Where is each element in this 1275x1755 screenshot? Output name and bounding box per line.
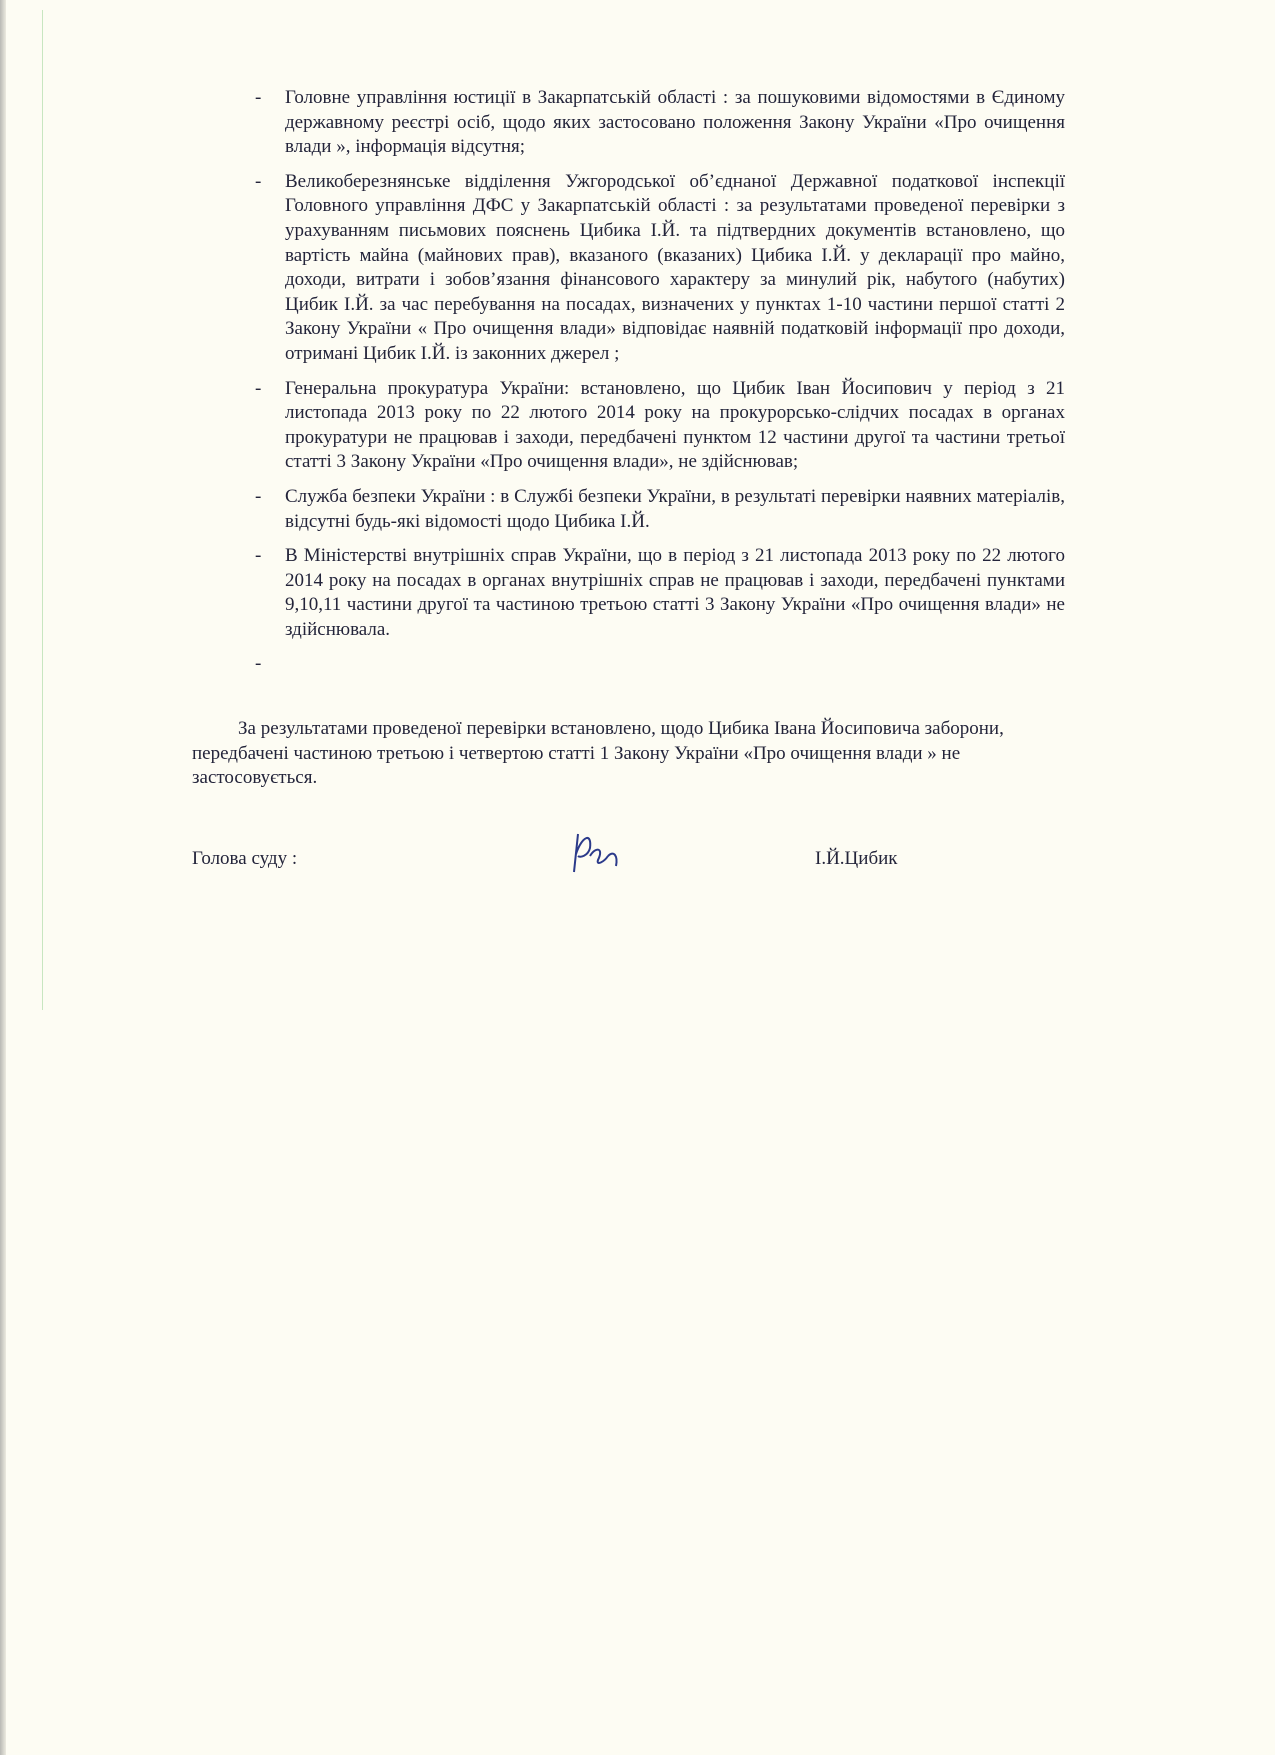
list-item: - Головне управління юстиції в Закарпатській області : за пошуковими відомостями в Єдиному державному реєстрі осіб, щодо яких застосовано положення Закону України «Про очищення влади », інформація відсутня;	[255, 87, 1065, 158]
list-item: - Генеральна прокуратура України: встановлено, що Цибик Іван Йосипович у період з 21 листопада 2013 року по 22 лютого 2014 року на прокурорсько-слідчих посадах в органах прокуратури не працював і заходи, передбачені пунктом 12 частини другої та частини третьої статті 3 Закону України «Про очищення влади», не здійснював;	[255, 377, 1065, 473]
findings-list	[255, 86, 1065, 686]
list-item-empty: -	[255, 653, 262, 675]
list-item: - Служба безпеки України : в Службі безпеки України, в результаті перевірки наявних матеріалів, відсутні будь-які відомості щодо Цибика І.Й.	[255, 485, 1065, 532]
list-item: - В Міністерстві внутрішніх справ України, що в період з 21 листопада 2013 року по 22 лютого 2014 року на посадах в органах внутрішніх справ не працював і заходи, передбачені пунктами 9,10,11 частини другої та частиною третьою статті 3 Закону України «Про очищення влади» не здійснювала.	[255, 545, 1065, 640]
scan-edge	[0, 0, 6, 1755]
signature-title: Голова суду :	[192, 848, 298, 869]
signatory-name: І.Й.Цибик	[815, 848, 898, 869]
conclusion-paragraph: За результатами проведеної перевірки встановлено, щодо Цибика Івана Йосиповича заборони, передбачені частиною третьою і четвертою статті 1 Закону України «Про очищення влади » не застосовується.	[192, 718, 1004, 789]
handwritten-signature	[568, 826, 638, 876]
scan-line	[42, 10, 43, 1010]
list-item: - Великоберезнянське відділення Ужгородської об’єднаної Державної податкової інспекції Головного управління ДФС у Закарпатській області : за результатами проведеної перевірки з урахуванням письмових пояснень Цибика І.Й. та підтвердних документів встановлено, що вартість майна (майнових прав), вказаного (вказаних) Цибика І.Й. у декларації про майно, доходи, витрати і зобов’язання фінансового характеру за минулий рік, набутого (набутих) Цибик І.Й. за час перебування на посадах, визначених у пунктах 1-10 частини першої статті 2 Закону України « Про очищення влади» відповідає наявній податковій інформації про доходи, отримані Цибик І.Й. із законних джерел ;	[255, 170, 1065, 364]
